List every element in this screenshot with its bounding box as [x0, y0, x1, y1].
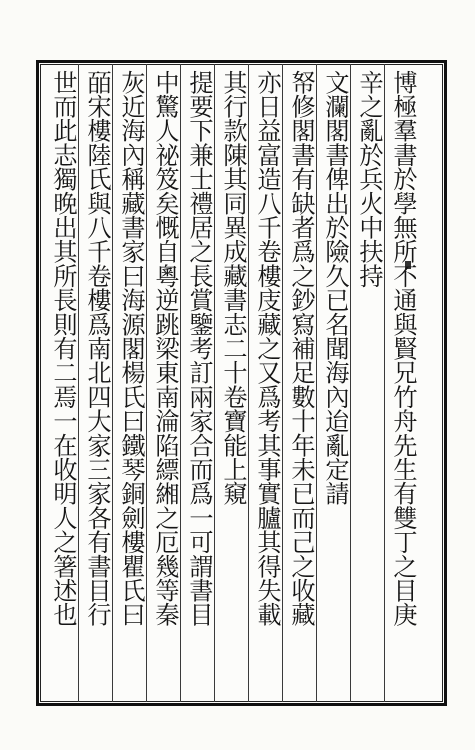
text-column-1: 博極羣書於學無所不通與賢兄竹舟先生有雙丁之目庚 — [389, 70, 417, 627]
text-column-6: 其行款陳其同異成藏書志二十卷寶能上窺 — [219, 70, 247, 506]
text-column-3: 文瀾閣書俾出於險久已名聞海內迨亂定請 — [321, 70, 349, 506]
text-column-2: 辛之亂於兵火中扶持 — [355, 70, 383, 288]
text-column-9: 灰近海內稱藏書家曰海源閣楊氏曰鐵琴銅劍樓瞿氏曰 — [117, 70, 145, 627]
text-column-10: 皕宋樓陸氏與八千卷樓爲南北四大家三家各有書目行 — [83, 70, 111, 627]
text-column-8: 中驚人祕笈矣慨自粵逆跳梁東南淪陷縹緗之厄幾等秦 — [151, 70, 179, 627]
text-column-7: 提要下兼士禮居之長賞鑒考訂兩家合而爲一可謂書目 — [185, 70, 213, 627]
text-column-4: 帑修閣書有缺者爲之鈔寫補足數十年未已而己之收藏 — [287, 70, 315, 627]
text-column-11: 世而此志獨晚出其所長則有二焉一在收明人之箸述也 — [49, 70, 77, 627]
text-column-5: 亦日益富造八千卷樓庋藏之又爲考其事實臚其得失載 — [253, 70, 281, 627]
